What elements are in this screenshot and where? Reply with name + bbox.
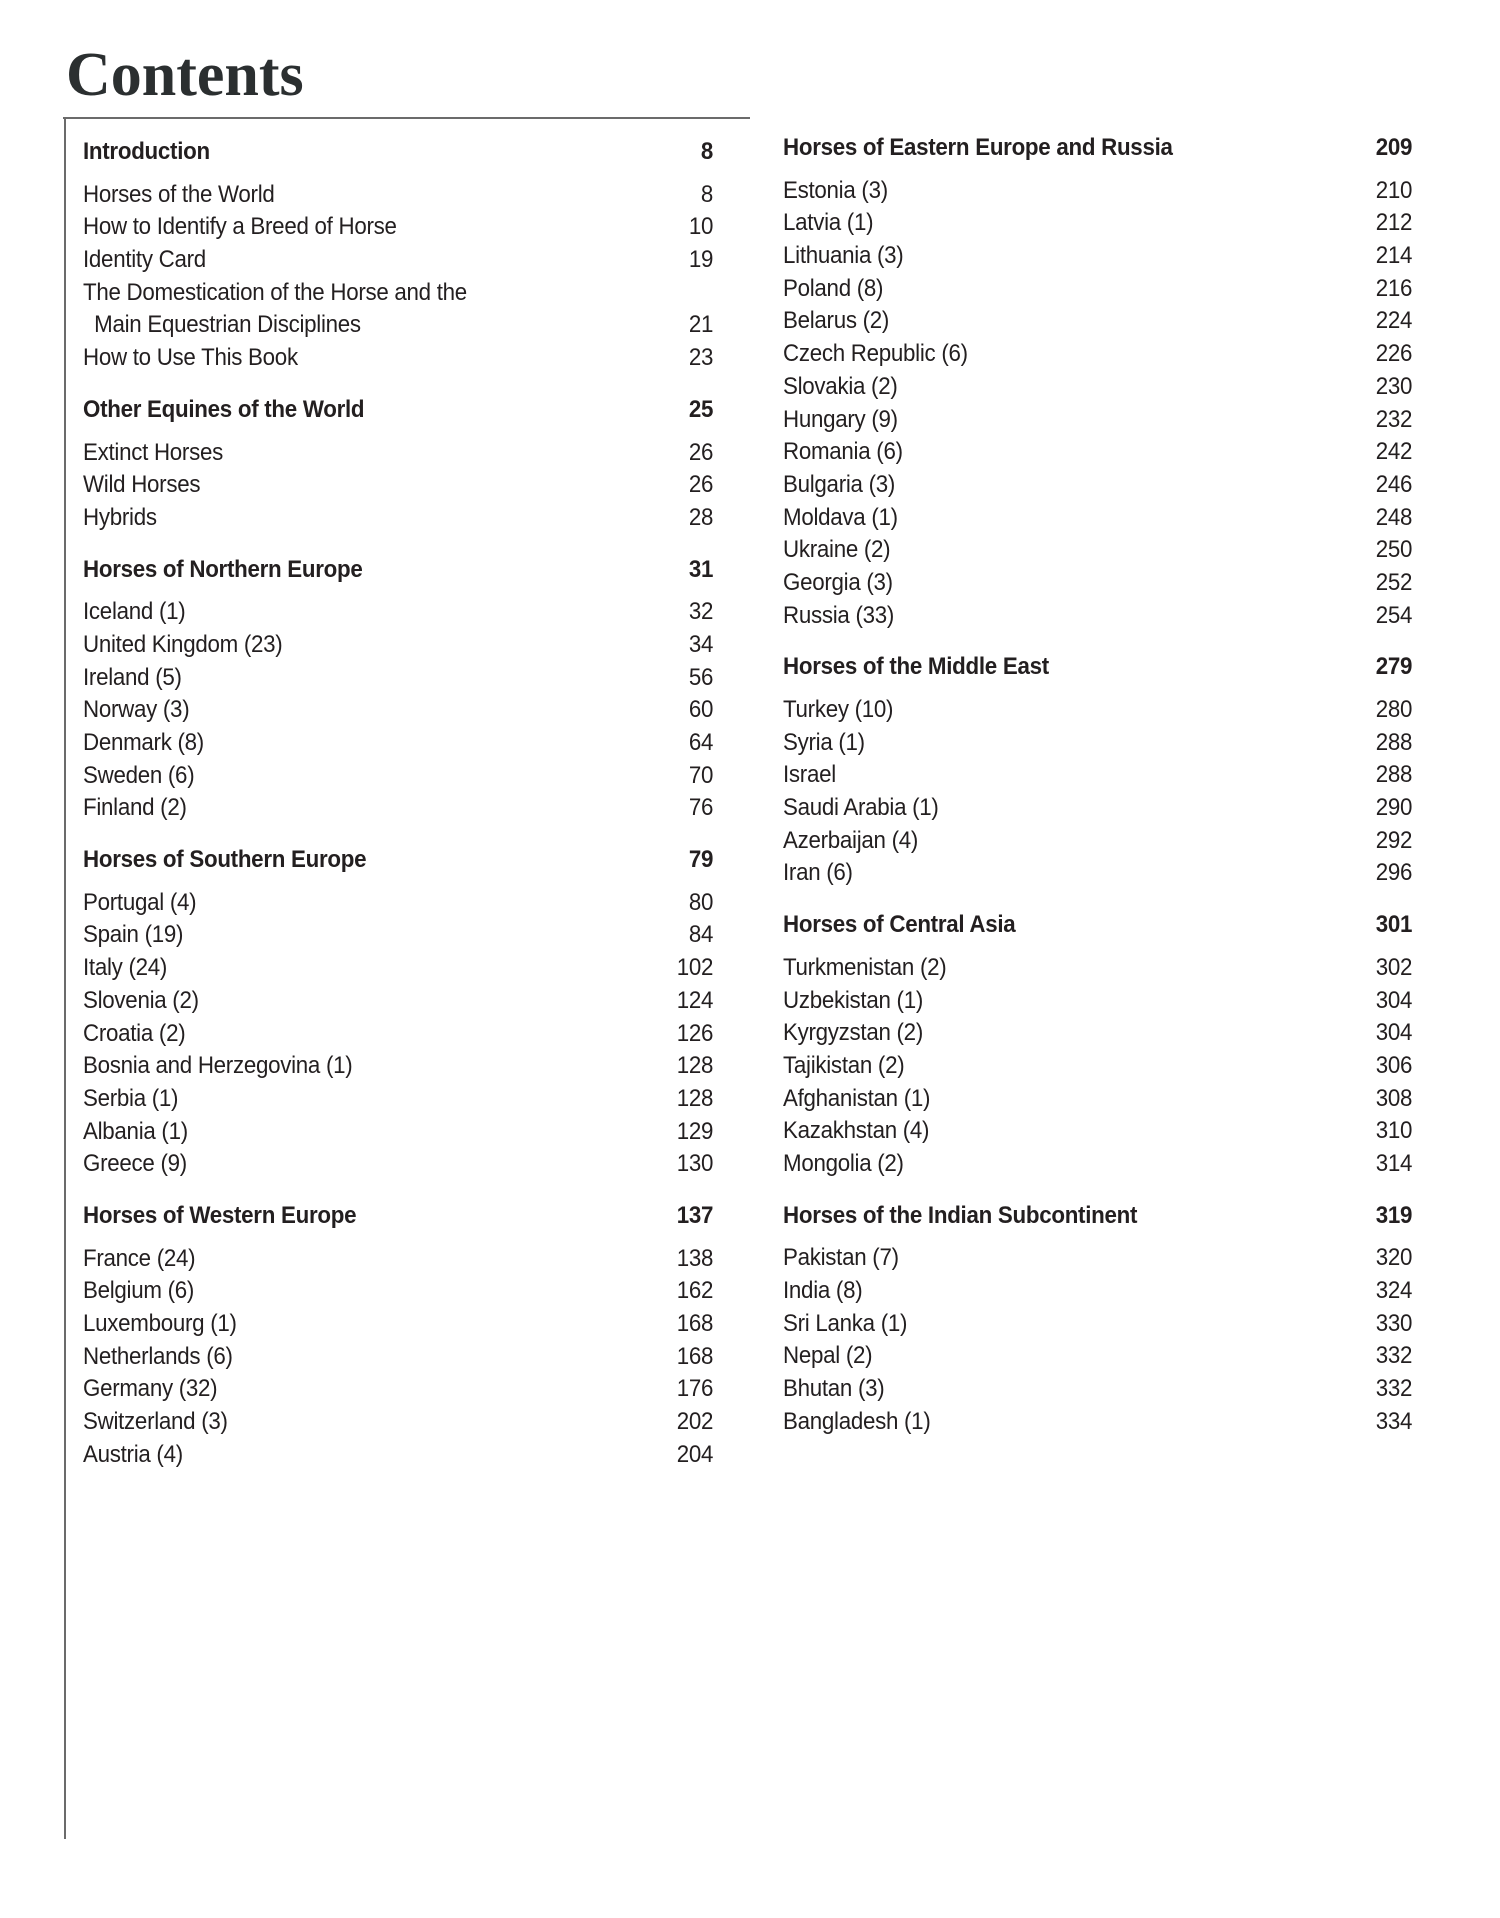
top-rule	[63, 117, 750, 119]
page-title: Contents	[66, 41, 304, 109]
toc-entry[interactable]	[83, 1243, 713, 1276]
page-number: 214	[1375, 242, 1412, 270]
page-number: 19	[688, 246, 713, 274]
toc-column-left	[83, 136, 713, 1490]
entry-title: Turkey (10)	[783, 696, 894, 723]
page-number: 290	[1375, 794, 1412, 822]
toc-entry[interactable]	[783, 1083, 1412, 1116]
entry-title: Albania (1)	[83, 1117, 188, 1145]
entry-title: Hungary (9)	[783, 405, 898, 433]
entry-title: Sri Lanka (1)	[783, 1309, 908, 1337]
toc-entry[interactable]	[83, 952, 713, 985]
entry-title: Estonia (3)	[783, 176, 888, 204]
page-number: 230	[1375, 372, 1412, 400]
section-heading[interactable]	[783, 909, 1412, 942]
page-number: 314	[1375, 1149, 1412, 1177]
page-number: 8	[700, 138, 713, 165]
page-number: 296	[1375, 859, 1412, 887]
entry-title: Greece (9)	[83, 1150, 187, 1178]
toc-entry[interactable]	[783, 759, 1412, 792]
page-number: 202	[676, 1408, 713, 1436]
entry-title: Israel	[783, 761, 836, 789]
toc-entry[interactable]	[83, 596, 713, 629]
page-number: 128	[676, 1052, 713, 1080]
toc-entry[interactable]	[783, 825, 1412, 858]
toc-entry[interactable]	[83, 1373, 713, 1406]
page-number: 23	[688, 344, 713, 372]
toc-entry[interactable]	[83, 1308, 713, 1341]
section-title: Other Equines of the World	[83, 395, 365, 423]
entry-title: Denmark (8)	[83, 729, 204, 756]
entry-title: How to Identify a Breed of Horse	[83, 213, 397, 241]
page-number: 332	[1375, 1375, 1412, 1403]
page-number: 254	[1375, 601, 1412, 629]
entry-title: Nepal (2)	[783, 1342, 873, 1370]
page-number: 79	[688, 846, 713, 874]
page-number: 212	[1375, 209, 1412, 237]
toc-entry[interactable]	[783, 175, 1412, 208]
toc-section	[83, 554, 713, 826]
toc-entry[interactable]	[783, 1275, 1412, 1308]
toc-entry[interactable]	[783, 1340, 1412, 1373]
entry-title: Iran (6)	[783, 859, 853, 887]
entry-title: Ireland (5)	[83, 663, 182, 691]
toc-entry[interactable]	[83, 1275, 713, 1308]
section-title: Horses of Southern Europe	[83, 846, 367, 874]
toc-section	[783, 909, 1412, 1181]
section-heading[interactable]	[783, 1200, 1412, 1233]
entry-title: Romania (6)	[783, 438, 903, 466]
toc-entry[interactable]	[83, 887, 713, 920]
section-title: Horses of Western Europe	[83, 1201, 357, 1229]
entry-title: Extinct Horses	[83, 438, 223, 466]
page-number: 26	[688, 438, 713, 466]
entry-title: Identity Card	[83, 246, 206, 274]
entry-title: Italy (24)	[83, 954, 168, 982]
page-number: 302	[1375, 953, 1412, 981]
entry-title: Bangladesh (1)	[783, 1407, 931, 1435]
entry-title: Main Equestrian Disciplines	[94, 311, 361, 339]
page-number: 320	[1375, 1244, 1412, 1272]
toc-entry[interactable]	[783, 567, 1412, 600]
page-number: 102	[676, 954, 713, 982]
toc-entry[interactable]	[83, 1406, 713, 1439]
page-number: 80	[688, 888, 713, 916]
entry-title: Austria (4)	[83, 1440, 183, 1468]
page-number: 70	[688, 761, 713, 789]
section-heading[interactable]	[83, 554, 713, 587]
toc-entry[interactable]	[83, 1116, 713, 1149]
section-heading[interactable]	[83, 1200, 713, 1233]
page-number: 306	[1375, 1051, 1412, 1079]
toc-entry[interactable]	[783, 792, 1412, 825]
page-number: 304	[1375, 1019, 1412, 1047]
page-number: 129	[676, 1117, 713, 1145]
toc-entry[interactable]	[783, 436, 1412, 469]
toc-entry[interactable]	[783, 857, 1412, 890]
toc-section	[83, 394, 713, 535]
entry-title: Turkmenistan (2)	[783, 953, 947, 981]
entry-title: Ukraine (2)	[783, 536, 891, 564]
page-number: 301	[1375, 911, 1412, 939]
toc-entry[interactable]	[83, 985, 713, 1018]
toc-entry[interactable]	[783, 694, 1412, 727]
page-number: 168	[676, 1342, 713, 1370]
toc-entry[interactable]	[83, 662, 713, 695]
page-number: 232	[1375, 405, 1412, 433]
page-number: 168	[676, 1310, 713, 1337]
toc-entry[interactable]	[83, 694, 713, 727]
entry-title: The Domestication of the Horse and the	[83, 278, 467, 306]
entry-title: Belarus (2)	[783, 307, 890, 335]
entry-title: Bosnia and Herzegovina (1)	[83, 1052, 353, 1080]
toc-entry[interactable]	[783, 1373, 1412, 1406]
section-title: Horses of Northern Europe	[83, 555, 363, 583]
toc-entry[interactable]	[83, 437, 713, 470]
page-number: 250	[1375, 536, 1412, 564]
page-number: 224	[1375, 307, 1412, 335]
page-number: 248	[1375, 503, 1412, 531]
page-number: 242	[1375, 438, 1412, 466]
page-number: 319	[1375, 1201, 1412, 1229]
entry-title: Netherlands (6)	[83, 1342, 233, 1370]
section-heading[interactable]	[783, 132, 1412, 165]
entry-title: Hybrids	[83, 503, 157, 531]
toc-entry[interactable]	[83, 1148, 713, 1181]
entry-title: Horses of the World	[83, 180, 275, 208]
section-title: Introduction	[83, 138, 210, 165]
page-number: 60	[688, 696, 713, 724]
toc-entry[interactable]	[783, 985, 1412, 1018]
toc-entry[interactable]	[83, 277, 713, 310]
toc-entry[interactable]	[83, 502, 713, 535]
toc-entry[interactable]	[783, 1115, 1412, 1148]
page-number: 138	[676, 1244, 713, 1272]
toc-entry[interactable]	[83, 244, 713, 277]
toc-entry[interactable]	[783, 534, 1412, 567]
page-number: 292	[1375, 826, 1412, 854]
entry-title: Bhutan (3)	[783, 1375, 885, 1403]
section-heading[interactable]	[83, 394, 713, 427]
toc-entry[interactable]	[783, 952, 1412, 985]
entry-title: Latvia (1)	[783, 209, 874, 237]
entry-title: Georgia (3)	[783, 568, 893, 596]
page-number: 288	[1375, 728, 1412, 756]
toc-entry[interactable]	[83, 1018, 713, 1051]
page-number: 226	[1375, 340, 1412, 368]
section-title: Horses of Central Asia	[783, 911, 1016, 939]
page-number: 21	[688, 311, 713, 339]
page-number: 32	[688, 598, 713, 626]
toc-entry[interactable]	[783, 305, 1412, 338]
page-number: 137	[676, 1201, 713, 1229]
page-number: 209	[1375, 134, 1412, 161]
page-number: 84	[688, 921, 713, 949]
entry-title: France (24)	[83, 1244, 196, 1272]
entry-title: Slovenia (2)	[83, 986, 199, 1014]
toc-entry[interactable]	[83, 1050, 713, 1083]
entry-title: Russia (33)	[783, 601, 895, 629]
toc-entry[interactable]	[783, 1148, 1412, 1181]
entry-title: Kazakhstan (4)	[783, 1117, 930, 1145]
page-number: 162	[676, 1277, 713, 1305]
entry-title: Slovakia (2)	[783, 372, 898, 400]
toc-entry[interactable]	[783, 1406, 1412, 1439]
entry-title: Saudi Arabia (1)	[783, 794, 939, 822]
entry-title: Moldava (1)	[783, 503, 898, 531]
page-number: 334	[1375, 1407, 1412, 1435]
page-number: 64	[688, 729, 713, 756]
page-number: 304	[1375, 986, 1412, 1014]
toc-entry[interactable]	[83, 1083, 713, 1116]
toc-entry[interactable]	[783, 338, 1412, 371]
toc-entry[interactable]	[83, 342, 713, 375]
entry-title: Iceland (1)	[83, 598, 186, 626]
section-heading[interactable]	[83, 844, 713, 877]
page-number: 26	[688, 471, 713, 499]
toc-entry[interactable]	[783, 240, 1412, 273]
page-number: 8	[700, 180, 713, 208]
toc-entry[interactable]	[83, 919, 713, 952]
section-title: Horses of the Indian Subcontinent	[783, 1201, 1138, 1229]
page-number: 308	[1375, 1084, 1412, 1112]
toc-entry[interactable]	[783, 727, 1412, 760]
toc-entry[interactable]	[783, 371, 1412, 404]
page-number: 210	[1375, 176, 1412, 204]
toc-entry[interactable]	[83, 760, 713, 793]
toc-entry[interactable]	[83, 1341, 713, 1374]
page-number: 246	[1375, 470, 1412, 498]
toc-entry[interactable]	[783, 502, 1412, 535]
section-title: Horses of Eastern Europe and Russia	[783, 134, 1173, 161]
entry-title: Belgium (6)	[83, 1277, 195, 1305]
toc-entry[interactable]	[83, 1439, 713, 1472]
entry-title: Finland (2)	[83, 794, 187, 822]
page-number: 56	[688, 663, 713, 691]
entry-title: Pakistan (7)	[783, 1244, 899, 1272]
entry-title: Portugal (4)	[83, 888, 197, 916]
toc-entry[interactable]	[783, 600, 1412, 633]
page-number: 279	[1375, 653, 1412, 681]
entry-title: Serbia (1)	[83, 1084, 179, 1112]
entry-title: Kyrgyzstan (2)	[783, 1019, 923, 1047]
toc-entry[interactable]	[783, 1308, 1412, 1341]
page-number: 310	[1375, 1117, 1412, 1145]
entry-title: Czech Republic (6)	[783, 340, 968, 368]
page-number: 31	[688, 555, 713, 583]
toc-entry[interactable]	[783, 273, 1412, 306]
toc-section	[83, 844, 713, 1181]
toc-entry[interactable]	[83, 727, 713, 760]
toc-entry[interactable]	[783, 1017, 1412, 1050]
entry-title: Mongolia (2)	[783, 1149, 904, 1177]
entry-title: Switzerland (3)	[83, 1408, 228, 1436]
section-heading[interactable]	[83, 136, 713, 169]
entry-title: Azerbaijan (4)	[783, 826, 919, 854]
page-number: 124	[676, 986, 713, 1014]
entry-title: United Kingdom (23)	[83, 630, 283, 658]
entry-title: Croatia (2)	[83, 1019, 186, 1047]
toc-entry[interactable]	[783, 207, 1412, 240]
toc-entry[interactable]	[783, 1050, 1412, 1083]
toc-entry[interactable]	[783, 1242, 1412, 1275]
toc-section	[83, 136, 713, 375]
page-number: 330	[1375, 1309, 1412, 1337]
page-number: 34	[688, 630, 713, 658]
entry-title: Syria (1)	[783, 728, 865, 756]
page-number: 28	[688, 503, 713, 531]
page-number: 176	[676, 1375, 713, 1403]
toc-entry[interactable]	[783, 404, 1412, 437]
page-number: 76	[688, 794, 713, 822]
page-number: 25	[688, 395, 713, 423]
toc-entry[interactable]	[783, 469, 1412, 502]
page-number: 130	[676, 1150, 713, 1178]
toc-entry[interactable]	[83, 211, 713, 244]
toc-section	[83, 1200, 713, 1472]
page-number: 204	[676, 1440, 713, 1468]
page-number: 288	[1375, 761, 1412, 789]
toc-section	[783, 1200, 1412, 1439]
toc-section	[783, 651, 1412, 890]
toc-section	[783, 132, 1412, 632]
entry-title: Uzbekistan (1)	[783, 986, 923, 1014]
page-number: 280	[1375, 696, 1412, 723]
section-title: Horses of the Middle East	[783, 653, 1049, 681]
entry-title: Afghanistan (1)	[783, 1084, 931, 1112]
entry-title: India (8)	[783, 1277, 863, 1304]
entry-title: Bulgaria (3)	[783, 470, 896, 498]
page-number: 252	[1375, 568, 1412, 596]
entry-title: Luxembourg (1)	[83, 1310, 237, 1337]
entry-title: Lithuania (3)	[783, 242, 904, 270]
left-rule	[64, 117, 66, 1839]
entry-title: Wild Horses	[83, 471, 201, 499]
entry-title: Tajikistan (2)	[783, 1051, 905, 1079]
entry-title: Norway (3)	[83, 696, 190, 724]
entry-title: Germany (32)	[83, 1375, 218, 1403]
page-number: 216	[1375, 274, 1412, 302]
page-number: 10	[688, 213, 713, 241]
toc-column-right	[783, 132, 1412, 1457]
page-number: 324	[1375, 1277, 1412, 1304]
page-number: 128	[676, 1084, 713, 1112]
page-number: 332	[1375, 1342, 1412, 1370]
toc-entry[interactable]	[83, 179, 713, 212]
toc-entry[interactable]	[83, 629, 713, 662]
section-heading[interactable]	[783, 651, 1412, 684]
toc-entry[interactable]	[83, 469, 713, 502]
entry-title: Sweden (6)	[83, 761, 195, 789]
entry-title: Spain (19)	[83, 921, 184, 949]
toc-entry[interactable]	[83, 309, 713, 342]
entry-title: How to Use This Book	[83, 344, 298, 372]
entry-title: Poland (8)	[783, 274, 884, 302]
toc-entry[interactable]	[83, 792, 713, 825]
page-number: 126	[676, 1019, 713, 1047]
